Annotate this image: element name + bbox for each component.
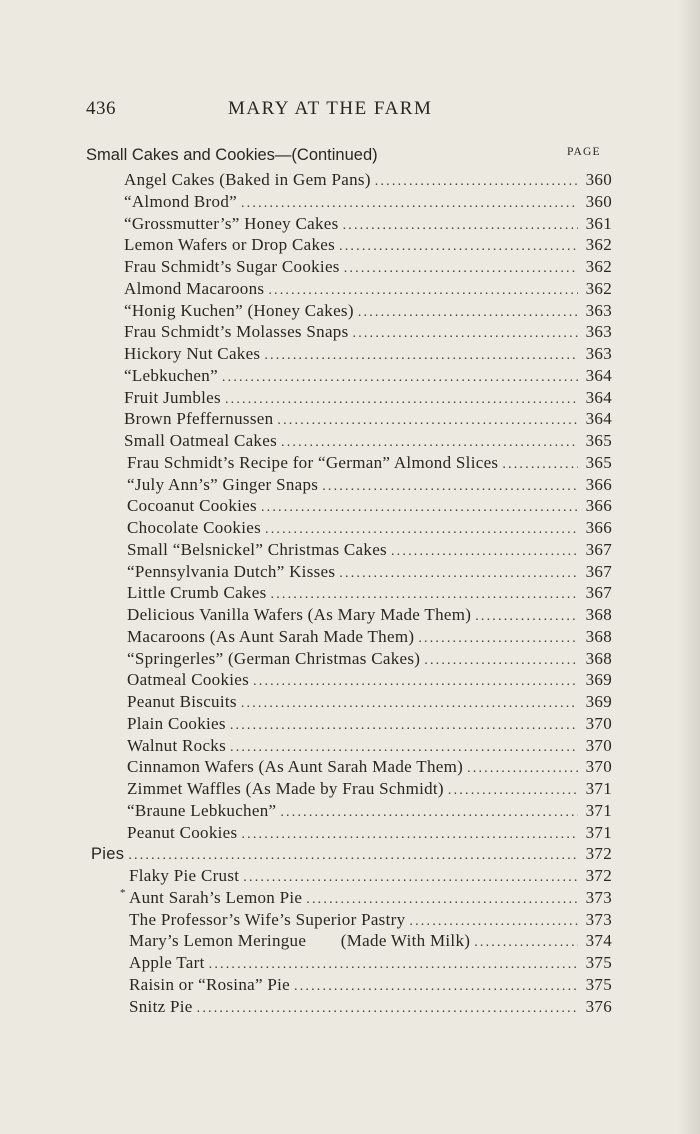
toc-entry [124,170,612,192]
running-title: MARY AT THE FARM [228,98,433,119]
toc-entry [127,540,612,562]
toc-entry [129,910,612,932]
dot-leader [209,957,578,973]
dot-leader [502,457,578,473]
entry-page-number: 370 [585,735,612,755]
toc-entry [127,714,612,736]
dot-leader [474,935,578,951]
toc-entry [127,496,612,518]
entry-title: “Almond Brod” [124,191,237,211]
toc-entry [129,997,612,1019]
toc-entry [124,192,612,214]
toc-entry [124,301,612,323]
entry-title: Brown Pfeffernussen [124,409,274,429]
dot-leader [222,370,578,386]
page-header [86,98,626,126]
dot-leader [322,479,578,495]
entry-page-number: 364 [585,365,612,385]
toc-entry [127,627,612,649]
entry-page-number: 369 [585,692,612,711]
toc-entry [127,518,612,540]
entry-page-number: 367 [585,539,612,559]
dot-leader [424,653,578,669]
entry-page-number: 371 [585,779,612,798]
entry-title: Walnut Rocks [127,735,227,755]
dot-leader [197,1001,578,1017]
dot-leader [343,218,578,234]
dot-leader [225,392,578,408]
entry-title: Frau Schmidt’s Recipe for “German” Almond Slices [127,452,499,472]
dot-leader [448,783,578,799]
entry-page-number: 361 [585,213,612,233]
entry-page-number: 372 [585,866,612,885]
page-number: 436 [86,98,116,119]
entry-page-number: 373 [585,887,612,907]
entry-page-number: 363 [585,300,612,320]
entry-page-number: 368 [585,605,612,624]
dot-leader [358,305,578,321]
toc-entry [124,214,612,236]
entry-title: Peanut Biscuits [127,692,237,711]
toc-entry [129,866,612,888]
toc-entry [127,562,612,584]
entry-title: “Honig Kuchen” (Honey Cakes) [124,300,354,320]
toc-entry [124,279,612,301]
entry-title: Flaky Pie Crust [129,866,240,885]
page-edge-shadow [678,0,700,1134]
entry-title: Delicious Vanilla Wafers (As Mary Made Them) [127,605,472,624]
dot-leader [230,740,578,756]
asterisk-mark: * [120,887,126,899]
toc-entry [127,692,612,714]
entry-page-number: 363 [585,344,612,363]
entry-page-number: 363 [585,322,612,342]
dot-leader [294,979,578,995]
dot-leader [241,696,578,712]
entry-title: Zimmet Waffles (As Made by Frau Schmidt) [127,779,444,798]
toc-entry [129,975,612,997]
entry-title: Plain Cookies [127,713,226,733]
entry-page-number: 360 [585,191,612,211]
dot-leader [268,283,578,299]
toc-entry [129,953,612,975]
dot-leader [375,174,578,190]
pies-heading-row [91,844,612,866]
entry-title: Almond Macaroons [124,278,265,298]
entry-page-number: 364 [585,409,612,429]
entry-page-number: 371 [585,822,612,842]
entry-page-number: 368 [585,626,612,646]
dot-leader [391,544,578,560]
dot-leader [261,500,578,516]
dot-leader [277,413,578,429]
toc-entry [127,649,612,671]
dot-leader [128,848,578,864]
toc-entry [124,366,612,388]
entry-title: Chocolate Cookies [127,518,261,537]
dot-leader [339,239,578,255]
toc-entry [127,453,612,475]
toc-entry [127,670,612,692]
toc-entry [129,931,612,953]
toc-entry [124,322,612,344]
entry-title: “Springerles” (German Christmas Cakes) [127,648,421,668]
entry-page-number: 366 [585,496,612,516]
entry-page-number: 362 [585,257,612,276]
dot-leader [241,827,578,843]
entry-title: “July Ann’s” Ginger Snaps [127,474,319,494]
toc-entry [127,583,612,605]
entry-title: Cocoanut Cookies [127,496,257,516]
entry-title: Aunt Sarah’s Lemon Pie [129,887,303,907]
dot-leader [265,522,578,538]
toc-entry [124,235,612,257]
entry-title: Peanut Cookies [127,822,238,842]
dot-leader [264,348,578,364]
entry-title: Hickory Nut Cakes [124,344,261,363]
dot-leader [344,261,578,277]
entry-title: The Professor’s Wife’s Superior Pastry [129,909,406,929]
toc-entry [127,801,612,823]
toc-entry [127,475,612,497]
toc-entry [127,757,612,779]
dot-leader [467,761,578,777]
toc-entry [127,823,612,845]
entry-page-number: 369 [585,670,612,690]
entry-title: Mary’s Lemon Meringue (Made With Milk) [129,931,471,951]
dot-leader [230,718,578,734]
entry-page-number: 371 [585,800,612,820]
dot-leader [280,805,578,821]
entry-title: Snitz Pie [129,996,193,1016]
dot-leader [271,587,579,603]
entry-title: Frau Schmidt’s Molasses Snaps [124,322,349,342]
entry-page-number: 375 [585,974,612,994]
entry-page-number: 365 [585,431,612,450]
entry-title: “Lebkuchen” [124,365,218,385]
entry-title: Oatmeal Cookies [127,670,250,690]
entry-page-number: 373 [585,909,612,929]
entry-title: “Grossmutter’s” Honey Cakes [124,213,339,233]
entry-page-number: 374 [585,931,612,951]
entry-title: Small “Belsnickel” Christmas Cakes [127,539,387,559]
entry-title: Fruit Jumbles [124,387,221,407]
entry-title: Raisin or “Rosina” Pie [129,974,290,994]
toc-entry [127,736,612,758]
entry-title: “Braune Lebkuchen” [127,800,277,820]
dot-leader [339,566,578,582]
toc-entry [124,388,612,410]
toc-entry [124,409,612,431]
entry-page-number: 372 [585,844,612,864]
dot-leader [241,196,578,212]
entry-page-number: 376 [585,996,612,1016]
entry-page-number: 362 [585,278,612,298]
toc-entry [124,344,612,366]
entry-title: Small Oatmeal Cakes [124,431,277,450]
dot-leader [353,326,578,342]
toc-entry [127,605,612,627]
entry-page-number: 366 [585,474,612,494]
dot-leader [281,435,578,451]
entry-page-number: 364 [585,387,612,407]
entry-page-number: 360 [585,170,612,189]
entry-title: “Pennsylvania Dutch” Kisses [127,561,336,581]
dot-leader [253,674,578,690]
dot-leader [243,870,578,886]
entry-title: Little Crumb Cakes [127,583,267,603]
toc-entry [129,888,612,910]
entry-page-number: 367 [585,583,612,603]
entry-page-number: 367 [585,561,612,581]
section-heading: Small Cakes and Cookies—(Continued) [86,146,378,164]
page-column-label: PAGE [567,146,601,158]
toc-entry [124,431,612,453]
entry-page-number: 375 [585,953,612,972]
entry-title: Apple Tart [129,953,205,972]
dot-leader [418,631,578,647]
dot-leader [306,892,578,908]
dot-leader [475,609,578,625]
entry-page-number: 366 [585,518,612,537]
entry-title: Angel Cakes (Baked in Gem Pans) [124,170,371,189]
entry-title: Lemon Wafers or Drop Cakes [124,235,336,255]
toc-entry [127,779,612,801]
dot-leader [409,914,578,930]
entry-title: Cinnamon Wafers (As Aunt Sarah Made Them) [127,757,464,777]
entry-page-number: 370 [585,757,612,777]
entry-page-number: 365 [585,452,612,472]
entry-page-number: 370 [585,713,612,733]
entry-title: Macaroons (As Aunt Sarah Made Them) [127,626,415,646]
entry-page-number: 362 [585,235,612,255]
entry-page-number: 368 [585,648,612,668]
entry-title: Frau Schmidt’s Sugar Cookies [124,257,340,276]
entry-title: Pies [91,845,125,864]
toc-entry [124,257,612,279]
